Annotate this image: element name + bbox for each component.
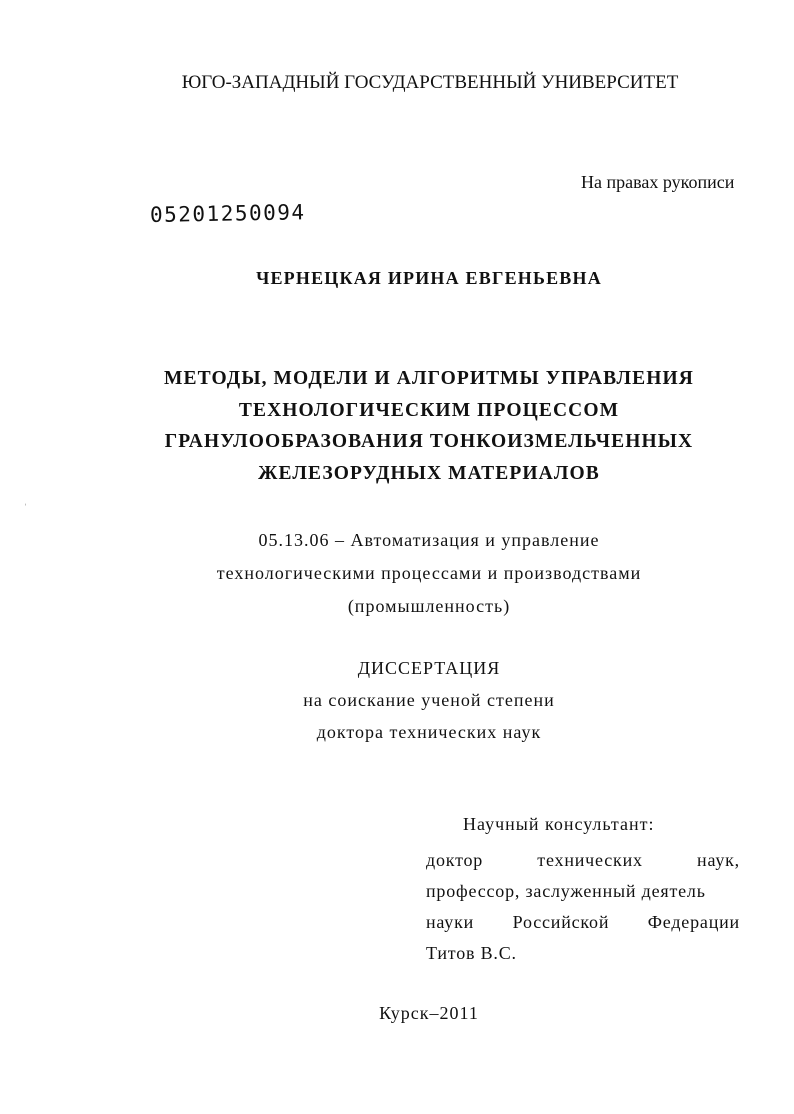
city-year: Курск–2011: [379, 1003, 479, 1023]
title-line: ТЕХНОЛОГИЧЕСКИМ ПРОЦЕССОМ: [238, 399, 620, 421]
title-line: ГРАНУЛООБРАЗОВАНИЯ ТОНКОИЗМЕЛЬЧЕННЫХ: [164, 431, 694, 452]
dissertation-title: [0, 363, 794, 489]
degree-line: на соискание ученой степени: [303, 690, 555, 710]
consultant-line-2: профессор, заслуженный деятель: [426, 881, 706, 901]
consultant-word: науки: [426, 912, 475, 932]
scan-speck: ˒: [24, 498, 27, 508]
consultant-word: Российской: [512, 912, 610, 932]
specialty-line: 05.13.06 – Автоматизация и управление: [258, 530, 600, 550]
specialty-line: технологическими процессами и производствами: [216, 563, 642, 583]
title-line: МЕТОДЫ, МОДЕЛИ И АЛГОРИТМЫ УПРАВЛЕНИЯ: [164, 368, 694, 389]
consultant-word: Федерации: [647, 912, 740, 932]
consultant-line-3: [426, 907, 740, 938]
consultant-info: [426, 845, 740, 969]
specialty-block: [0, 524, 794, 623]
consultant-word: доктор: [426, 850, 484, 870]
manuscript-rights-note: На правах рукописи: [581, 172, 735, 192]
catalog-number-stamp: 05201250094: [149, 200, 306, 227]
consultant-word: технических: [537, 850, 643, 870]
consultant-line-1: [426, 845, 740, 876]
author-name: ЧЕРНЕЦКАЯ ИРИНА ЕВГЕНЬЕВНА: [256, 268, 602, 288]
dissertation-degree-block: [0, 652, 794, 748]
specialty-line: (промышленность): [347, 596, 511, 616]
university-name: ЮГО-ЗАПАДНЫЙ ГОСУДАРСТВЕННЫЙ УНИВЕРСИТЕТ: [181, 72, 679, 93]
degree-line: доктора технических наук: [316, 722, 542, 742]
consultant-name: Титов В.С.: [426, 943, 517, 963]
dissertation-label: ДИССЕРТАЦИЯ: [357, 658, 501, 678]
consultant-word: наук,: [697, 850, 740, 870]
title-line: ЖЕЛЕЗОРУДНЫХ МАТЕРИАЛОВ: [258, 462, 600, 484]
consultant-label: Научный консультант:: [463, 814, 655, 834]
